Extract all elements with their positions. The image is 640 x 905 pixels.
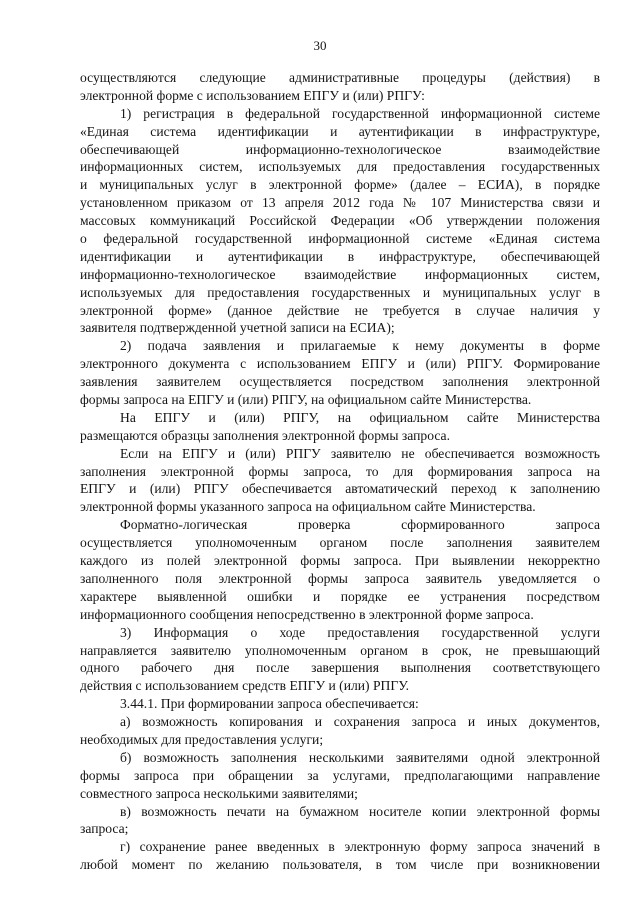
text-line: «Единая система идентификации и аутентификации в инфраструктуре,	[80, 123, 600, 139]
text-line: формы запроса при обращении за услугами, предполагающими направление	[80, 767, 600, 783]
text-line: в) возможность печати на бумажном носителе копии электронной формы	[120, 803, 600, 819]
text-line: запроса;	[80, 821, 129, 837]
text-line: обеспечивающей информационно-технологическое взаимодействие	[80, 141, 600, 157]
text-line: электронной форме» (данное действие не требуется в случае наличия у	[80, 302, 600, 318]
text-line: заявления заявителем осуществляется посредством заполнения электронной	[80, 374, 600, 390]
text-line: электронной формы указанного запроса на официальном сайте Министерства.	[80, 499, 536, 515]
text-line: а) возможность копирования и сохранения запроса и иных документов,	[120, 714, 600, 730]
text-line: информационных систем, используемых для предоставления государственных	[80, 159, 600, 175]
text-line: Если на ЕПГУ и (или) РПГУ заявителю не обеспечивается возможность	[120, 445, 600, 461]
text-line: осуществляются следующие административные процедуры (действия) в	[80, 70, 600, 85]
text-line: о федеральной государственной информационной системе «Единая система	[80, 231, 600, 247]
text-line: характере выявленной ошибки и порядке ее устранения посредством	[80, 588, 600, 604]
text-line: необходимых для предоставления услуги;	[80, 731, 324, 747]
text-line: массовых коммуникаций Российской Федерации «Об утверждении положения	[80, 213, 600, 229]
text-line: информационно-технологическое взаимодействие информационных систем,	[80, 266, 600, 282]
text-line: заполнения электронной формы запроса, то для формирования запроса на	[80, 463, 600, 479]
text-line: одного рабочего дня после завершения выполнения соответствующего	[80, 660, 600, 676]
text-line: заявителя подтвержденной учетной записи на ЕСИА);	[80, 320, 395, 336]
text-line: 3.44.1. При формировании запроса обеспечивается:	[120, 696, 419, 712]
body-text	[80, 69, 600, 874]
text-line: идентификации и аутентификации в инфраструктуре, обеспечивающей	[80, 248, 600, 264]
text-line: размещаются образцы заполнения электронной формы запроса.	[80, 427, 450, 443]
text-line: ЕПГУ и (или) РПГУ обеспечивается автоматический переход к заполнению	[80, 481, 600, 497]
text-line: Форматно-логическая проверка сформированного запроса	[120, 517, 600, 533]
text-line: г) сохранение ранее введенных в электронную форму запроса значений в	[120, 839, 600, 855]
text-line: б) возможность заполнения несколькими заявителями одной электронной	[120, 749, 600, 765]
text-line: электронной форме с использованием ЕПГУ и (или) РПГУ:	[80, 87, 425, 103]
text-line: совместного запроса несколькими заявителями;	[80, 785, 358, 801]
text-line: 1) регистрация в федеральной государственной информационной системе	[120, 105, 600, 121]
text-line: действия с использованием средств ЕПГУ и (или) РПГУ.	[80, 678, 409, 694]
text-line: установленном приказом от 13 апреля 2012 года № 107 Министерства связи и	[80, 195, 600, 211]
text-line: 3) Информация о ходе предоставления государственной услуги	[120, 624, 600, 640]
text-line: любой момент по желанию пользователя, в том числе при возникновении	[80, 857, 600, 873]
page-number: 30	[313, 38, 327, 53]
text-line: 2) подача заявления и прилагаемые к нему документы в форме	[120, 338, 600, 354]
text-line: формы запроса на ЕПГУ и (или) РПГУ, на официальном сайте Министерства.	[80, 392, 532, 408]
text-line: используемых для предоставления государственных и муниципальных услуг в	[80, 284, 600, 300]
text-line: заполненного поля электронной формы запроса заявитель уведомляется о	[80, 570, 600, 586]
text-line: осуществляется уполномоченным органом после заполнения заявителем	[80, 535, 600, 551]
text-line: электронного документа с использованием ЕПГУ и (или) РПГУ. Формирование	[80, 356, 600, 372]
text-line: направляется заявителю уполномоченным органом в срок, не превышающий	[80, 642, 600, 658]
text-line: каждого из полей электронной формы запроса. При выявлении некорректно	[80, 553, 600, 569]
text-line: информационного сообщения непосредственно в электронной форме запроса.	[80, 606, 534, 622]
text-line: и муниципальных услуг в электронной форме» (далее – ЕСИА), в порядке	[80, 177, 600, 193]
text-line: На ЕПГУ и (или) РПГУ, на официальном сайте Министерства	[120, 409, 600, 425]
